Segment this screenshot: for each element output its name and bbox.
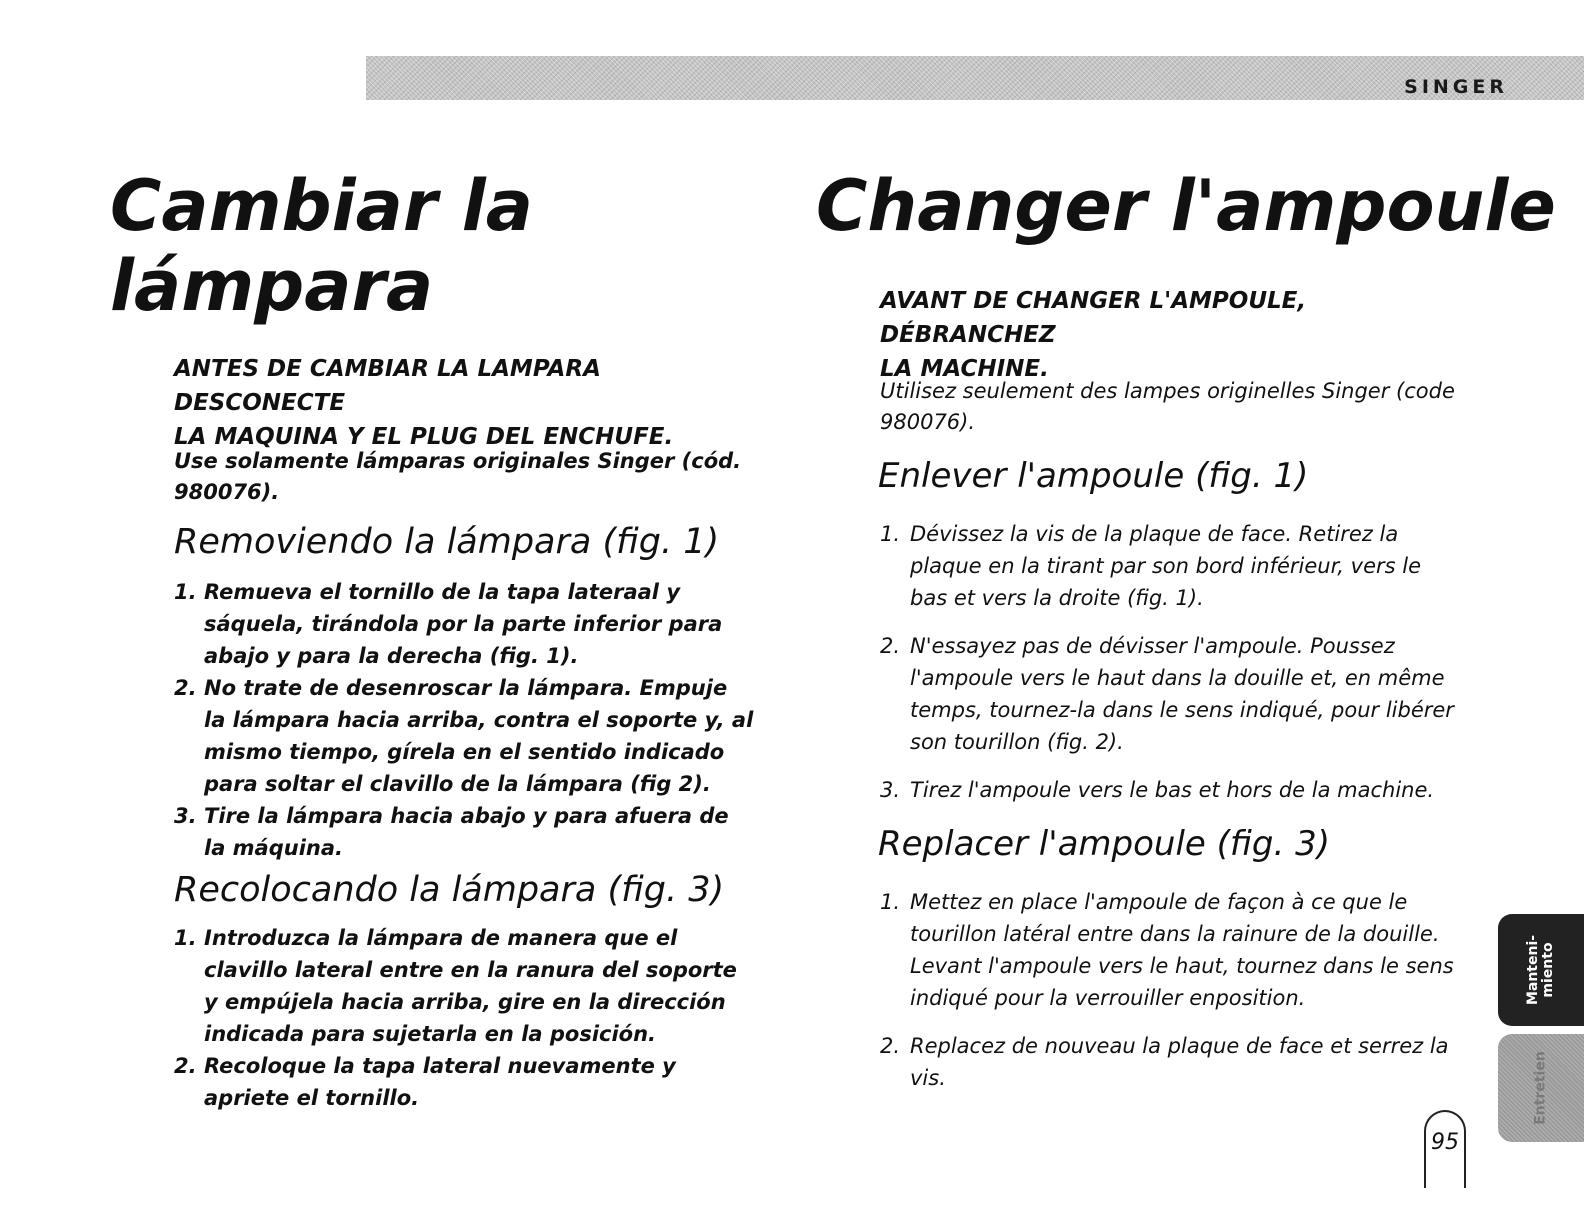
list-item: 2. Replacez de nouveau la plaque de face et serrez la vis. bbox=[880, 1034, 1449, 1090]
spanish-removing-title: Removiendo la lámpara (fig. 1) bbox=[174, 522, 720, 562]
list-item: 1. Dévissez la vis de la plaque de face. Retirez la plaque en la tirant par son bord inférieur, vers le bas et vers la droite (fig. 1). bbox=[880, 522, 1422, 610]
list-item: 1. Mettez en place l'ampoule de façon à ce que le tourillon latéral entre dans la rainure de la douille. Levant l'ampoule vers le haut, tournez dans le sens indiqué pour la verrouiller enposition. bbox=[880, 890, 1454, 1010]
french-title: Changer l'ampoule bbox=[816, 165, 1556, 247]
list-item: 2. N'essayez pas de dévisser l'ampoule. Poussez l'ampoule vers le haut dans la douille et, en même temps, tournez-la dans le sens indiqué, pour libérer son tourillon (fig. 2). bbox=[880, 634, 1454, 754]
french-warning-line1: AVANT DE CHANGER L'AMPOULE, DÉBRANCHEZ bbox=[880, 288, 1307, 348]
header-bar bbox=[366, 56, 1584, 100]
spanish-title bbox=[110, 166, 533, 326]
spanish-note: Use solamente lámparas originales Singer (cód. 980076). bbox=[174, 449, 742, 504]
spanish-warning bbox=[174, 352, 774, 454]
page-number-box bbox=[1424, 1110, 1466, 1188]
spanish-warning-line2: LA MAQUINA Y EL PLUG DEL ENCHUFE. bbox=[174, 424, 674, 450]
french-removing-title: Enlever l'ampoule (fig. 1) bbox=[878, 456, 1309, 496]
list-item: 2. No trate de desenroscar la lámpara. Empuje la lámpara hacia arriba, contra el soporte y, al mismo tiempo, gírela en el sentido indicado para soltar el clavillo de la lámpara (fig 2). bbox=[174, 676, 754, 796]
tab-mantenimiento-label: Manteni- miento bbox=[1525, 934, 1556, 1006]
spanish-warning-line1: ANTES DE CAMBIAR LA LAMPARA DESCONECTE bbox=[174, 356, 601, 416]
french-note: Utilisez seulement des lampes originelles Singer (code 980076). bbox=[880, 379, 1455, 434]
list-item: 1. Introduzca la lámpara de manera que el clavillo lateral entre en la ranura del soporte y empújela hacia arriba, gire en la dirección indicada para sujetarla en la posición. bbox=[174, 926, 737, 1046]
tab-mantenimiento[interactable] bbox=[1498, 914, 1584, 1026]
french-replacing-steps bbox=[880, 886, 1462, 1110]
french-replacing-title: Replacer l'ampoule (fig. 3) bbox=[878, 824, 1330, 864]
list-item: 2. Recoloque la tapa lateral nuevamente y apriete el tornillo. bbox=[174, 1054, 676, 1110]
french-warning-line2: LA MACHINE. bbox=[880, 356, 1049, 382]
spanish-replacing-title: Recolocando la lámpara (fig. 3) bbox=[174, 870, 725, 910]
spanish-removing-steps bbox=[174, 576, 754, 864]
french-removing-steps bbox=[880, 518, 1462, 822]
tab-entretien[interactable] bbox=[1498, 1034, 1584, 1142]
list-item: 1. Remueva el tornillo de la tapa lateraal y sáquela, tirándola por la parte inferior para abajo y para la derecha (fig. 1). bbox=[174, 580, 723, 668]
french-warning bbox=[880, 284, 1480, 386]
list-item: 3. Tire la lámpara hacia abajo y para afuera de la máquina. bbox=[174, 804, 729, 860]
brand-logo: SINGER bbox=[1404, 76, 1508, 98]
page-number: 95 bbox=[1431, 1130, 1459, 1155]
tab-entretien-label: Entretien bbox=[1532, 1051, 1549, 1125]
list-item: 3. Tirez l'ampoule vers le bas et hors de la machine. bbox=[880, 778, 1435, 802]
spanish-title-line2: lámpara bbox=[110, 245, 434, 327]
spanish-replacing-steps bbox=[174, 922, 754, 1114]
spanish-title-line1: Cambiar la bbox=[110, 165, 534, 247]
